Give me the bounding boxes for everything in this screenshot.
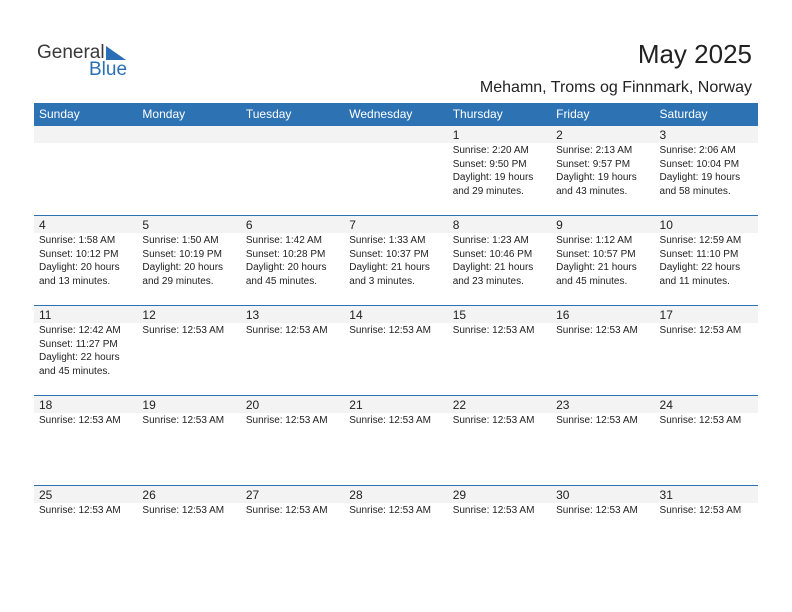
sun-info-line: and 13 minutes. [39,275,111,287]
day-sun-info [453,234,534,288]
logo-word-general: General [37,42,105,63]
day-cell [344,396,447,485]
sun-info-line: Sunset: 10:37 PM [349,248,429,260]
day-cell [137,486,240,575]
day-number: 15 [452,308,467,322]
sun-info-line: Sunrise: 1:12 AM [556,235,633,246]
day-sun-info [246,324,328,338]
day-sun-info [453,324,535,338]
day-sun-info [556,414,638,428]
day-number: 6 [245,218,253,232]
day-sun-info [556,324,638,338]
day-number: 23 [556,398,570,412]
page-title: May 2025 [637,39,752,69]
day-number: 31 [659,488,673,502]
day-number-bar [448,216,551,233]
day-number: 10 [659,218,673,232]
day-sun-info [349,414,431,428]
day-cell [655,486,758,575]
sun-info-line: Sunrise: 12:53 AM [39,505,121,516]
day-number: 19 [142,398,156,412]
sun-info-line: Sunrise: 12:53 AM [142,505,225,516]
sun-info-line: and 45 minutes. [39,365,111,377]
day-cell [241,216,344,305]
day-sun-info [39,504,121,518]
day-number: 7 [349,218,356,232]
sun-info-line: Daylight: 22 hours [39,352,120,363]
weekday-label: Sunday [39,107,80,121]
day-cell [655,216,758,305]
day-sun-info [39,234,120,288]
day-sun-info [246,504,328,518]
day-number-bar [655,126,758,143]
sun-info-line: Sunset: 10:57 PM [556,248,636,260]
weekday-label: Monday [142,107,186,121]
weekday-header [34,103,758,125]
sun-info-line: and 23 minutes. [452,275,524,287]
sun-info-line: Daylight: 21 hours [556,262,637,273]
sun-info-line: Sunrise: 2:06 AM [659,145,736,156]
sun-info-line: Sunrise: 12:53 AM [659,415,742,426]
day-number: 8 [452,218,460,232]
weekday-label: Thursday [452,107,503,121]
sun-info-line: Sunrise: 1:42 AM [245,235,322,246]
day-cell [344,126,447,215]
weekday-label: Wednesday [349,107,413,121]
day-number: 20 [245,398,260,412]
day-sun-info [349,324,431,338]
day-cell [448,216,551,305]
day-cell [34,486,137,575]
sun-info-line: and 45 minutes. [556,275,628,287]
logo [37,42,137,82]
day-sun-info [349,234,430,288]
day-sun-info [246,414,328,428]
day-sun-info [142,504,224,518]
day-number: 9 [556,218,563,232]
sun-info-line: and 29 minutes. [452,185,524,197]
sun-info-line: Sunset: 10:28 PM [245,248,326,260]
sun-info-line: Sunrise: 12:53 AM [245,325,328,336]
sun-info-line: Sunrise: 12:53 AM [659,505,742,516]
day-sun-info [660,234,742,288]
sun-info-line: Sunrise: 12:53 AM [556,325,638,336]
logo-word-blue: Blue [89,59,128,80]
day-number: 16 [556,308,570,322]
day-number: 29 [452,488,467,502]
day-cell [551,486,654,575]
day-cell [34,396,137,485]
day-cell [34,126,137,215]
day-cell [241,126,344,215]
day-sun-info [349,504,431,518]
day-number: 11 [39,308,52,322]
sun-info-line: Sunrise: 12:59 AM [659,235,742,246]
day-number-bar [551,216,654,233]
day-cell [344,486,447,575]
day-cell [448,126,551,215]
day-cell [655,396,758,485]
weekday-label: Saturday [659,107,708,121]
day-number: 27 [245,488,260,502]
week-row [34,395,758,486]
sun-info-line: Sunrise: 12:53 AM [452,505,535,516]
day-number: 13 [245,308,260,322]
sun-info-line: Sunrise: 12:53 AM [142,415,225,426]
day-number: 17 [659,308,673,322]
day-cell [551,306,654,395]
week-row [34,485,758,576]
weekday-label: Friday [556,107,590,121]
day-cell [137,216,240,305]
day-sun-info [246,234,327,288]
day-sun-info [142,234,223,288]
day-number-bar [241,126,344,143]
day-cell [137,306,240,395]
day-number: 24 [659,398,673,412]
sun-info-line: Sunrise: 12:53 AM [452,415,535,426]
day-sun-info [39,414,121,428]
day-number: 2 [556,128,563,142]
sun-info-line: and 43 minutes. [556,185,628,197]
sun-info-line: Sunset: 10:19 PM [142,248,222,260]
day-number: 1 [452,128,460,142]
day-cell [137,126,240,215]
day-sun-info [142,324,224,338]
sun-info-line: Sunrise: 12:53 AM [349,505,431,516]
day-cell [137,396,240,485]
day-number: 3 [659,128,667,142]
day-number: 28 [349,488,363,502]
week-row [34,215,758,306]
day-cell [655,126,758,215]
sun-info-line: Daylight: 21 hours [452,262,534,273]
day-cell [344,216,447,305]
day-sun-info [660,324,742,338]
day-cell [241,396,344,485]
day-cell [448,396,551,485]
day-cell [448,486,551,575]
day-cell [34,306,137,395]
sun-info-line: Sunrise: 12:53 AM [142,325,225,336]
sun-info-line: Daylight: 19 hours [659,172,741,183]
sun-info-line: Daylight: 20 hours [142,262,224,273]
sun-info-line: and 45 minutes. [245,275,318,287]
day-cell [551,126,654,215]
day-number-bar [34,216,137,233]
sun-info-line: Sunrise: 1:58 AM [39,235,116,246]
sun-info-line: Sunset: 10:46 PM [452,248,533,260]
day-cell [241,486,344,575]
day-sun-info [556,234,637,288]
day-cell [551,396,654,485]
day-number-bar [344,126,447,143]
location-subtitle: Mehamn, Troms og Finnmark, Norway [479,79,752,96]
sun-info-line: Daylight: 19 hours [556,172,637,183]
day-sun-info [660,144,741,198]
day-sun-info [660,504,742,518]
day-sun-info [453,504,535,518]
day-number: 5 [142,218,150,232]
sun-info-line: Sunrise: 12:53 AM [245,505,328,516]
day-sun-info [556,504,638,518]
day-number: 22 [452,398,467,412]
sun-info-line: Sunset: 10:12 PM [39,248,119,260]
sun-info-line: Sunset: 9:57 PM [556,158,631,170]
sun-info-line: Sunrise: 12:53 AM [39,415,121,426]
sun-info-line: Sunset: 11:10 PM [659,248,739,260]
day-sun-info [453,144,534,198]
sun-info-line: Sunrise: 1:23 AM [452,235,529,246]
sun-info-line: and 11 minutes. [659,275,730,287]
day-number: 18 [39,398,53,412]
sun-info-line: Sunrise: 2:13 AM [556,145,633,156]
sun-info-line: Daylight: 19 hours [452,172,534,183]
day-number: 21 [349,398,363,412]
day-number-bar [34,126,137,143]
day-number-bar [137,126,240,143]
sun-info-line: and 3 minutes. [349,275,415,287]
day-number: 14 [349,308,363,322]
sun-info-line: Daylight: 22 hours [659,262,741,273]
day-number: 12 [142,308,156,322]
day-cell [344,306,447,395]
day-number-bar [241,216,344,233]
sun-info-line: Sunrise: 12:53 AM [349,325,431,336]
sun-info-line: Sunrise: 12:53 AM [452,325,535,336]
sun-info-line: Sunrise: 1:33 AM [349,235,426,246]
sun-info-line: Sunrise: 12:42 AM [39,325,121,336]
day-number: 30 [556,488,570,502]
day-number: 25 [39,488,53,502]
sun-info-line: Sunrise: 12:53 AM [245,415,328,426]
sun-info-line: Sunset: 9:50 PM [452,158,527,170]
day-cell [241,306,344,395]
day-number-bar [551,126,654,143]
day-number: 26 [142,488,156,502]
sun-info-line: Sunrise: 12:53 AM [349,415,431,426]
day-number-bar [344,216,447,233]
sun-info-line: Sunset: 11:27 PM [39,338,118,350]
day-cell [34,216,137,305]
sun-info-line: Sunset: 10:04 PM [659,158,740,170]
sun-info-line: and 58 minutes. [659,185,731,197]
sun-info-line: Daylight: 21 hours [349,262,430,273]
day-cell [655,306,758,395]
sun-info-line: Daylight: 20 hours [245,262,327,273]
sun-info-line: Sunrise: 12:53 AM [556,505,638,516]
week-row [34,305,758,396]
sun-info-line: Sunrise: 12:53 AM [556,415,638,426]
weekday-label: Tuesday [245,107,292,121]
day-cell [551,216,654,305]
day-sun-info [453,414,535,428]
sun-info-line: Sunrise: 2:20 AM [452,145,529,156]
sun-info-line: Daylight: 20 hours [39,262,120,273]
week-row [34,125,758,216]
day-number-bar [137,216,240,233]
day-number: 4 [39,218,46,232]
sun-info-line: and 29 minutes. [142,275,214,287]
sun-info-line: Sunrise: 12:53 AM [659,325,742,336]
day-number-bar [448,126,551,143]
day-sun-info [142,414,224,428]
day-sun-info [556,144,637,198]
day-sun-info [660,414,742,428]
sun-info-line: Sunrise: 1:50 AM [142,235,219,246]
day-sun-info [39,324,121,378]
day-cell [448,306,551,395]
